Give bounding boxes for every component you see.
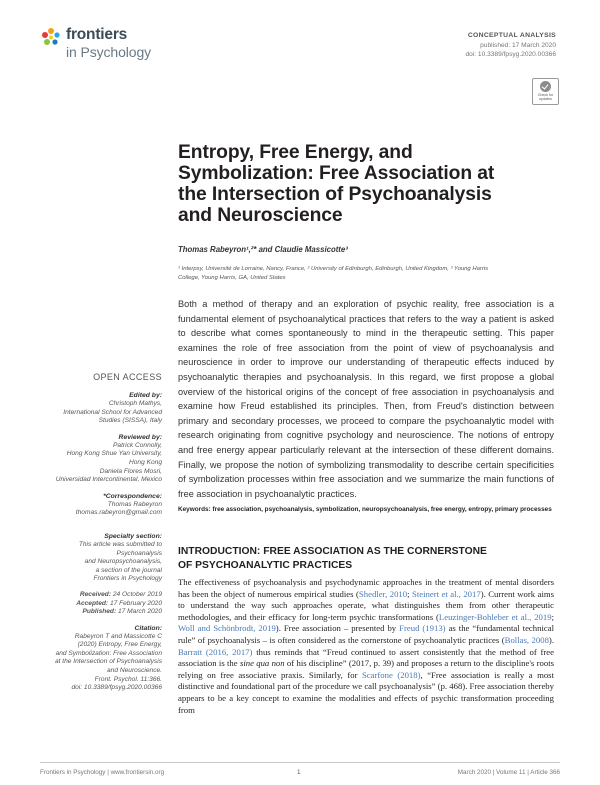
- citation-line: Front. Psychol. 11:366.: [94, 675, 162, 683]
- correspondence-name: Thomas Rabeyron: [107, 500, 162, 508]
- citation-link[interactable]: Barratt (2016, 2017): [178, 646, 253, 657]
- article-sidebar: [44, 372, 162, 693]
- editor-line: Christoph Mathys,: [108, 400, 162, 407]
- citation-link[interactable]: Freud (1913): [399, 623, 446, 634]
- page-number: 1: [297, 769, 301, 776]
- text-run-italic: sine qua non: [239, 658, 285, 669]
- reviewer-line: Hong Kong Shue Yan University,: [66, 450, 162, 458]
- citation-link[interactable]: Leuzinger-Bohleber et al., 2019: [438, 611, 552, 622]
- article-meta-header: [356, 31, 556, 59]
- text-run: ;: [551, 611, 554, 622]
- citation-line: and Neuroscience.: [107, 667, 162, 675]
- citation-line: (2020) Entropy, Free Energy,: [77, 641, 162, 649]
- specialty-section-label: Specialty section:: [104, 532, 162, 540]
- accepted-label: Accepted:: [76, 599, 109, 607]
- accepted-value: 17 February 2020: [109, 599, 162, 607]
- published-date: published: 17 March 2020: [480, 42, 556, 49]
- title-line: Symbolization: Free Association at: [178, 163, 495, 184]
- citation-link[interactable]: Steinert et al., 2017: [412, 588, 481, 599]
- text-run: as the “fundamental technical rule” of psychoanalysis – is often considered as the cornerstone of psychoanalytic practices (: [178, 623, 555, 645]
- editor-line: International School for Advanced: [63, 408, 162, 416]
- heading-line: OF PSYCHOANALYTIC PRACTICES: [178, 560, 353, 571]
- check-icon: [540, 81, 551, 92]
- reviewer-line: Daniela Flores Mosri,: [99, 467, 162, 475]
- received-date: [44, 591, 162, 600]
- citation-link[interactable]: Scarfone (2018): [361, 669, 421, 680]
- citation-line: and Symbolization: Free Association: [55, 649, 162, 657]
- text-run: ;: [407, 588, 413, 599]
- footer-divider: [40, 762, 560, 763]
- text-run: ). Current work aims to understand the way such approaches operate, what distinguishes them from other therapeutic methodologies, and their efficacy for long-term psychic transformations (: [178, 588, 554, 622]
- text-run: ).: [548, 634, 554, 645]
- title-line: the Intersection of Psychoanalysis: [178, 184, 492, 205]
- citation-label: Citation:: [134, 624, 162, 632]
- accepted-date: [44, 600, 162, 609]
- citation-doi[interactable]: doi: 10.3389/fpsyg.2020.00366: [71, 684, 162, 692]
- check-for-updates-label: Check for updates: [537, 93, 554, 101]
- footer-journal-link[interactable]: Frontiers in Psychology | www.frontiersin.org: [40, 769, 165, 776]
- open-access-label: OPEN ACCESS: [93, 372, 162, 382]
- logo-text-journal: in Psychology: [66, 44, 152, 60]
- specialty-line: Frontiers in Psychology: [93, 575, 162, 583]
- citation-link[interactable]: Bollas, 2008: [504, 634, 549, 645]
- citation-link[interactable]: Shedler, 2010: [358, 588, 408, 599]
- title-line: Entropy, Free Energy, and: [178, 142, 413, 163]
- received-label: Received:: [79, 590, 112, 598]
- heading-line: INTRODUCTION: FREE ASSOCIATION AS THE CORNERSTONE: [178, 546, 487, 557]
- reviewer-line: Hong Kong: [129, 458, 162, 466]
- text-run: ). Free association – presented by: [275, 623, 400, 634]
- citation-line: Rabeyron T and Massicotte C: [74, 632, 162, 640]
- reviewed-by-label: Reviewed by:: [118, 433, 162, 441]
- text-run: , “Free association is really a most distinctive and foundational part of the procedure we call psychoanalysis” (p. 468). Free association thereby appears to be a key concept to examine the modalities and effects of psychic transformation proceeding from: [178, 669, 554, 715]
- authors[interactable]: Thomas Rabeyron¹,²* and Claudie Massicotte³: [178, 245, 348, 254]
- doi-link[interactable]: doi: 10.3389/fpsyg.2020.00366: [465, 51, 556, 58]
- abstract: Both a method of therapy and an exploration of psychic reality, free association is a fundamental element of psychoanalytical practices that refers to the way a patient is asked to describe what comes spontaneously to mind in the therapeutic setting. This paper examines the role of free association from the point of view of psychoanalysis and neuroscience in order to improve our understanding of therapeutic effects induced by psychoanalytic therapies and psychoanalysis. In this regard, we first propose a global overview of the historical origins of the concept of free association in psychoanalysis and examine how Freud established its principles. Then, from Freud's distinction between primary and secondary processes, we proceed to compare the psychoanalytic model with research originating from cognitive psychology and neuroscience. The notions of entropy and free energy appear particularly relevant at the intersection of these different domains. Finally, we propose the notion of symbolizing transmodality to describe certain specificities of symbolization processes within free association and we summarize the main functions of free association in psychoanalytic practices.: [178, 299, 554, 499]
- article-type: CONCEPTUAL ANALYSIS: [467, 32, 556, 39]
- editor-line: Studies (SISSA), Italy: [98, 417, 162, 425]
- specialty-line: Psychoanalysis: [116, 549, 162, 557]
- journal-logo[interactable]: [40, 27, 180, 67]
- keywords-label: Keywords:: [178, 506, 211, 513]
- affiliations: [178, 265, 548, 283]
- specialty-line: a section of the journal: [95, 566, 162, 574]
- text-run: The effectiveness of psychoanalysis and psychodynamic approaches in the treatment of mental disorders has been the object of numerous empirical studies (: [178, 577, 554, 599]
- footer-issue-info: March 2020 | Volume 11 | Article 366: [457, 769, 560, 776]
- edited-by-label: Edited by:: [129, 392, 162, 399]
- reviewer-line: Patrick Connolly,: [113, 441, 162, 449]
- logo-text-frontiers: frontiers: [66, 26, 128, 43]
- section-heading-introduction: [178, 545, 554, 573]
- citation-line: at the Intersection of Psychoanalysis: [54, 658, 162, 666]
- text-run: of his discipline” (2017, p. 39) and proposes a return to the discipline's roots relying on free associative praxis. Similarly, for: [178, 658, 554, 680]
- title-line: and Neuroscience: [178, 205, 343, 226]
- affiliation-line: ¹ Interpsy, Université de Lorraine, Nancy, France, ² University of Edinburgh, Edinburgh, United Kingdom, ³ Young Harris: [178, 266, 489, 272]
- affiliation-line: College, Young Harris, GA, United States: [178, 275, 286, 281]
- specialty-line: This article was submitted to: [78, 540, 162, 548]
- published-value: 17 March 2020: [118, 608, 162, 616]
- text-run: thus reminds that “Freud continued to assert consistently that the method of free association is the: [178, 646, 554, 669]
- specialty-line: and Neuropsychoanalysis,: [84, 558, 162, 566]
- article-title: [178, 142, 558, 226]
- reviewer-line: Universidad Intercontinental, Mexico: [55, 476, 162, 484]
- correspondence-label: *Correspondence:: [103, 492, 162, 500]
- correspondence-email[interactable]: thomas.rabeyron@gmail.com: [75, 509, 162, 517]
- introduction-paragraph: [178, 577, 554, 716]
- keywords-text: free association, psychoanalysis, symbolization, neuropsychoanalysis, free energy, entropy, primary processes: [212, 506, 552, 513]
- keywords: [178, 505, 554, 514]
- check-for-updates-button[interactable]: [532, 78, 559, 105]
- frontiers-logo-icon: [40, 27, 62, 49]
- published-label: Published:: [82, 608, 117, 616]
- received-value: 24 October 2019: [112, 590, 162, 598]
- citation-link[interactable]: Woll and Schönbrodt, 2019: [178, 623, 276, 634]
- published-date-sidebar: [44, 608, 162, 617]
